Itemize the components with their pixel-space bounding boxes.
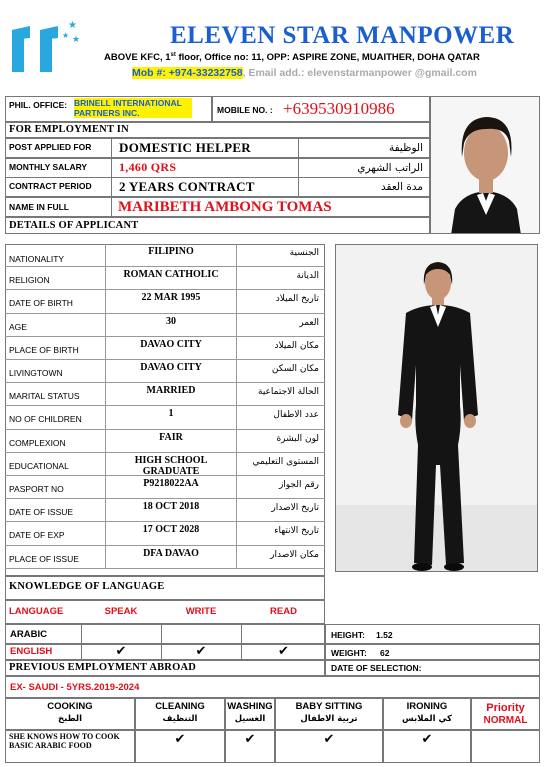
skill-header-cell [5,698,135,730]
language-header-row [5,600,325,624]
contact-line [132,67,477,79]
skill-header: BABY SITTING [295,701,363,712]
height-value: 1.52 [376,630,393,640]
skill-check-cell [275,730,383,763]
details-value: ROMAN CATHOLIC [123,269,219,281]
priority-cell [471,698,540,730]
name-label: NAME IN FULL [9,202,69,212]
cell-divider [236,499,237,522]
details-heading-cell [5,217,430,234]
skill-check: ✔ [244,732,256,747]
company-address [104,52,480,63]
language-header: WRITE [185,606,217,617]
details-label: PLACE OF ISSUE [9,553,79,564]
language-check: ✔ [195,644,207,659]
details-label: MARITAL STATUS [9,391,80,402]
skill-check-cell [225,730,275,763]
skill-header-arabic: تربية الاطفال [300,714,358,724]
language-name: ARABIC [10,629,47,640]
skill-check: ✔ [323,732,335,747]
details-row [5,290,325,313]
details-label: DATE OF ISSUE [9,507,74,518]
details-value: HIGH SCHOOL GRADUATE [134,454,208,477]
details-value: 1 [168,408,174,420]
priority-value: NORMAL [483,715,528,726]
details-arabic: الديانة [296,271,319,282]
details-label: PLACE OF BIRTH [9,344,79,355]
cell-divider [236,360,237,383]
details-label: PASPORT NO [9,484,64,494]
skill-header-cell [383,698,471,730]
skill-header-arabic: الطبخ [58,714,82,724]
details-row [5,453,325,476]
employment-arabic: مدة العقد [381,181,423,193]
weight-value: 62 [380,648,390,658]
skill-header: COOKING [47,701,93,712]
details-label: EDUCATIONAL [9,460,69,471]
company-name: ELEVEN STAR MANPOWER [170,22,515,49]
cooking-note-cell [5,730,135,763]
address-part: floor, Office no: 11, OPP: ASPIRE ZONE, MUAITHER, DOHA QATAR [175,52,480,64]
details-label: COMPLEXION [9,437,66,448]
details-row [5,476,325,499]
cell-divider [236,290,237,313]
mobile-value: +639530910986 [283,99,395,118]
cell-divider [298,177,299,197]
details-arabic: مكان الاصدار [270,549,319,560]
employment-heading-cell [5,122,430,138]
employment-label: CONTRACT PERIOD [9,181,92,191]
svg-text:★: ★ [62,31,70,40]
details-value: DAVAO CITY [140,362,202,373]
skill-header-arabic: التنظيف [162,714,198,724]
selection-cell [325,660,540,676]
details-value: FILIPINO [148,246,194,257]
cell-divider [236,476,237,499]
cell-divider [161,624,162,644]
selection-label: DATE OF SELECTION: [331,663,422,673]
details-arabic: مكان السكن [271,364,319,374]
employment-arabic: الراتب الشهري [357,162,423,174]
details-row [5,406,325,429]
previous-heading-cell [5,660,325,676]
details-value: 30 [166,315,176,327]
skill-header: WASHING [227,701,273,712]
cell-divider [236,453,237,476]
priority-empty-cell [471,730,540,763]
details-row [5,546,325,569]
details-value: MARRIED [146,385,196,397]
details-row [5,430,325,453]
employment-row [5,177,430,197]
cooking-note: SHE KNOWS HOW TO COOK BASIC ARABIC FOOD [9,732,120,750]
details-arabic: الحالة الاجتماعية [258,387,319,398]
previous-value: EX- SAUDI - 5YRS.2019-2024 [10,682,140,693]
details-arabic: مكان الميلاد [274,340,319,351]
details-value: DAVAO CITY [140,338,202,350]
cell-divider [111,158,112,178]
cell-divider [236,337,237,360]
height-label: HEIGHT: [331,630,365,640]
details-arabic: تاريخ الانتهاء [274,526,319,537]
details-arabic: تاريخ الاصدار [271,503,319,514]
details-label: NO OF CHILDREN [9,414,82,425]
full-body-photo [335,244,538,572]
details-arabic: تاريخ الميلاد [275,294,319,305]
previous-value-cell [5,676,540,698]
details-heading: DETAILS OF APPLICANT [9,220,139,231]
svg-text:★: ★ [72,35,81,45]
details-row [5,383,325,406]
details-value: 17 OCT 2028 [142,524,200,536]
cell-divider [236,267,237,290]
cell-divider [236,546,237,569]
skill-header-cell [135,698,225,730]
employment-value: DOMESTIC HELPER [119,140,251,155]
office-label: PHIL. OFFICE: [9,100,68,110]
cell-divider [111,138,112,158]
details-row [5,360,325,383]
details-label: RELIGION [9,275,50,286]
details-label: NATIONALITY [9,254,65,264]
headshot-photo [430,96,540,234]
cell-divider [111,177,112,197]
employment-label: MONTHLY SALARY [9,162,88,172]
details-value: 22 MAR 1995 [141,292,201,304]
details-value: 18 OCT 2018 [142,501,200,513]
address-part: ABOVE KFC, 1 [104,52,171,64]
cell-divider [81,624,82,644]
details-label: LIVINGTOWN [9,368,63,378]
details-arabic: لون البشرة [276,433,319,444]
cell-divider [236,522,237,545]
skill-header-cell [275,698,383,730]
details-row [5,499,325,522]
details-label: DATE OF EXP [9,530,65,541]
full-name: MARIBETH AMBONG TOMAS [118,199,332,215]
language-header: SPEAK [104,606,138,617]
cell-divider [236,383,237,406]
language-heading: KNOWLEDGE OF LANGUAGE [9,581,165,592]
details-row [5,314,325,337]
details-row [5,244,325,267]
company-logo [8,16,84,72]
cell-divider [236,314,237,337]
cell-divider [236,244,237,267]
skill-header-arabic: كي الملابس [402,714,452,724]
skill-check: ✔ [174,732,186,747]
employment-row [5,138,430,158]
language-heading-cell [5,576,325,600]
details-arabic: المستوى التعليمي [252,456,319,467]
details-value: FAIR [159,431,183,443]
mobile-number: Mob #: +974-33232758 [132,67,243,79]
details-row [5,337,325,360]
details-row [5,522,325,545]
email: , Email add.: elevenstarmanpower @gmail.com [242,67,477,79]
skill-header-arabic: الغسيل [234,714,266,724]
svg-text:★: ★ [68,20,77,31]
language-check: ✔ [278,644,289,659]
office-name: BRINELL INTERNATIONAL PARTNERS INC. [74,98,192,118]
employment-value: 1,460 QRS [119,160,177,174]
details-arabic: رقم الجواز [278,480,319,490]
details-label: DATE OF BIRTH [9,298,73,309]
weight-label: WEIGHT: [331,648,367,658]
skill-header: CLEANING [155,701,205,712]
skill-check-cell [135,730,225,763]
language-header: LANGUAGE [9,606,64,617]
language-header: READ [270,606,297,617]
employment-row [5,158,430,178]
height-cell [325,624,540,644]
mobile-cell [212,96,430,122]
details-value: DFA DAVAO [143,547,199,559]
name-row [5,197,430,217]
mobile-label: MOBILE NO. : [217,105,273,115]
details-arabic: عدد الاطفال [273,410,319,421]
details-value: P9218022AA [143,478,199,489]
previous-heading: PREVIOUS EMPLOYMENT ABROAD [9,662,197,673]
cell-divider [241,624,242,644]
employment-heading: FOR EMPLOYMENT IN [9,124,129,135]
cell-divider [236,406,237,429]
employment-value: 2 YEARS CONTRACT [119,179,255,194]
cell-divider [298,158,299,178]
skill-header: IRONING [406,701,448,712]
employment-label: POST APPLIED FOR [9,142,92,152]
cell-divider [236,430,237,453]
language-row [5,644,325,660]
skill-header-cell [225,698,275,730]
skill-check-cell [383,730,471,763]
skill-check: ✔ [421,732,433,747]
cell-divider [298,138,299,158]
details-label: AGE [9,321,27,332]
details-arabic: العمر [299,317,319,328]
language-row [5,624,325,644]
address-sup: st [170,52,176,58]
office-cell [5,96,212,122]
language-check: ✔ [115,644,127,659]
priority-label: Priority [486,702,525,714]
employment-arabic: الوظيفة [388,142,423,154]
details-row [5,267,325,290]
language-name: ENGLISH [10,646,53,657]
details-arabic: الجنسية [289,248,319,258]
weight-cell [325,644,540,660]
